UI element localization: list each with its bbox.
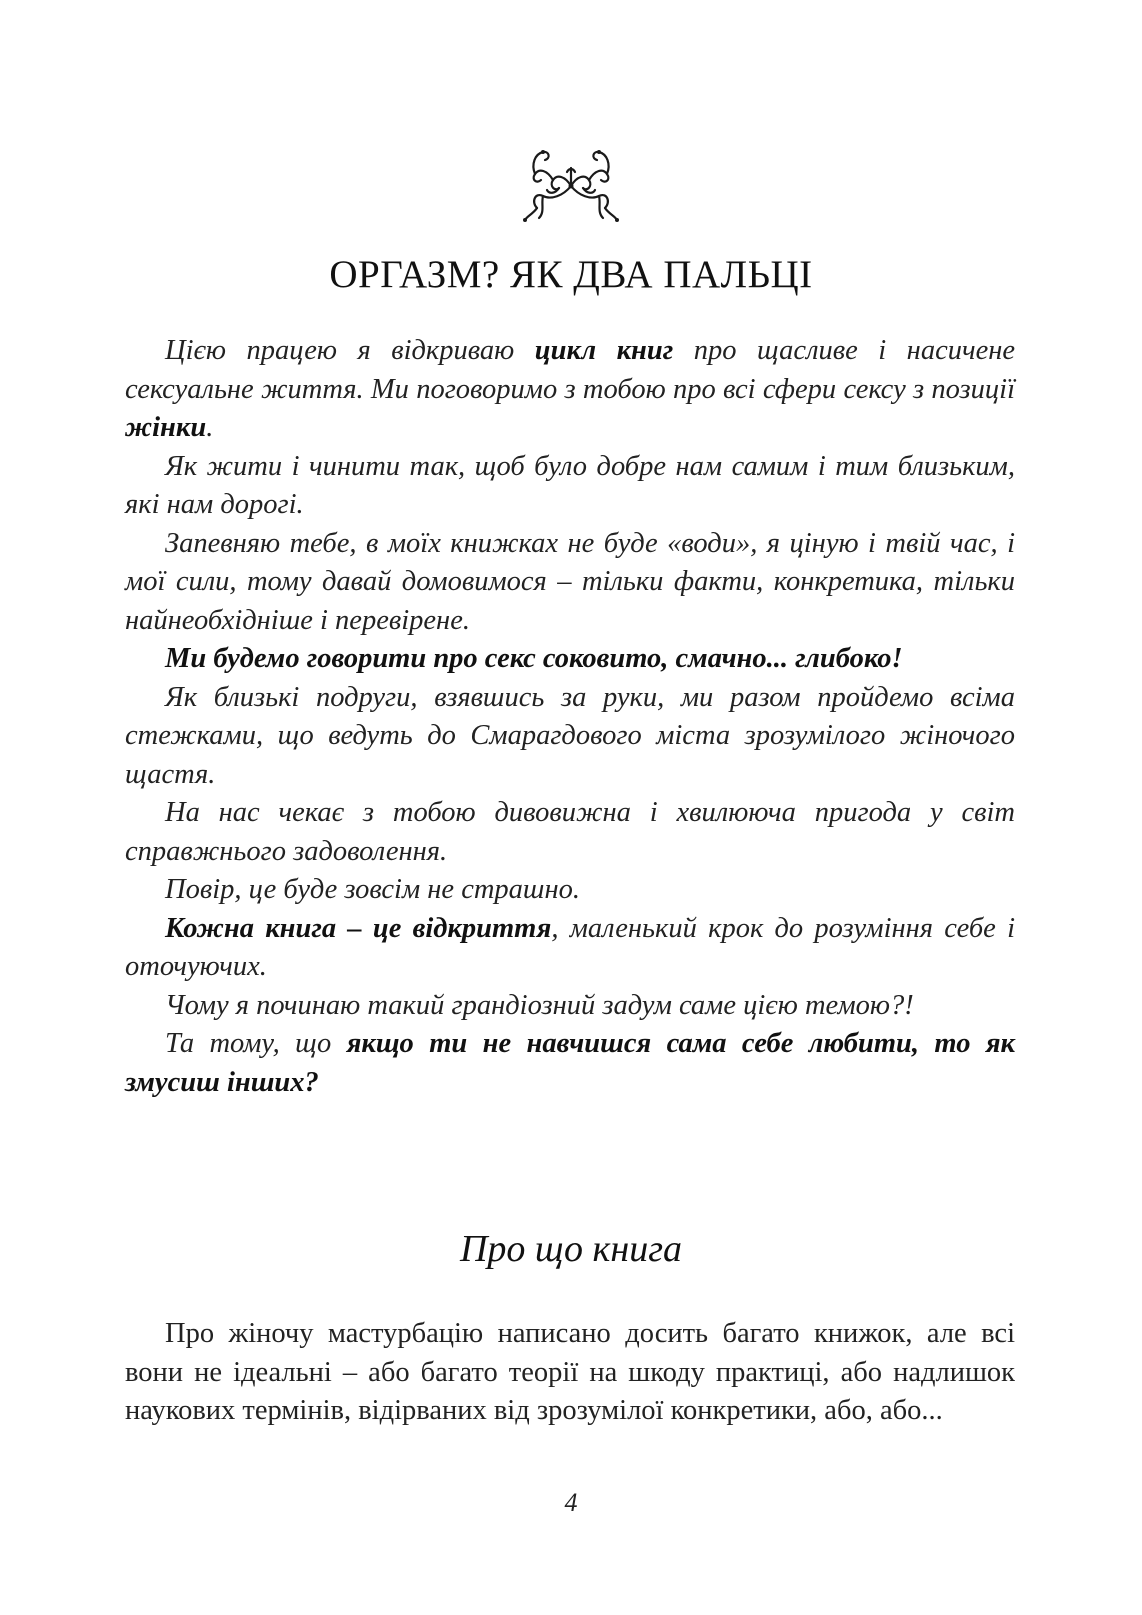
text-span: , маленький крок до розуміння себе і оточуючих. [125,912,1015,982]
section-title: Про що книга [459,1228,683,1270]
text-span: . [206,412,214,443]
intro-paragraph: Чому я починаю такий грандіозний задум саме цією темою?! [165,989,914,1021]
intro-paragraph: Як близькі подруги, взявшись за руки, ми разом пройдемо всіма стежками, що ведуть до Смарагдового міста зрозумілого жіночого щастя. [125,681,1015,790]
intro-paragraph [125,640,1015,679]
section-body [125,1315,1015,1431]
bold-phrase: Кожна книга – це відкриття [165,912,552,944]
text-span: Та тому, що [165,1028,347,1059]
body-paragraph: Про жіночу мастурбацію написано досить багато книжок, але всі вони не ідеальні – або багато теорії на шкоду практиці, або надлишок наукових термінів, відірваних від зрозумілої конкретики, або, або... [125,1318,1015,1426]
intro-paragraph: На нас чекає з тобою дивовижна і хвилююча пригода у світ справжнього задоволення. [125,797,1015,867]
text-span: про щасливе і насичене сексуальне життя. Ми поговоримо з тобою про всі сфери сексу з позиції [125,335,1016,405]
intro-paragraph: Як жити і чинити так, щоб було добре нам самим і тим близьким, які нам дорогі. [125,450,1015,520]
floral-ornament-icon [521,146,621,226]
intro-text [125,332,1015,1102]
chapter-title: ОРГАЗМ? ЯК ДВА ПАЛЬЦІ [329,253,813,296]
intro-paragraph [125,910,1015,987]
bold-phrase: жінки [125,412,207,443]
intro-paragraph: Повір, це буде зовсім не страшно. [165,874,580,905]
bold-phrase: якщо ти не навчишся сама себе любити, то як змусиш інших? [125,1028,1015,1098]
intro-paragraph [125,1025,1015,1102]
text-span: Цією працею я відкриваю [165,335,535,366]
page-number: 4 [564,1488,578,1517]
intro-paragraph [125,332,1015,448]
intro-paragraph: Запевняю тебе, в моїх книжках не буде «води», я ціную і твій час, і мої сили, тому давай домовимося – тільки факти, конкретика, тільки найнеобхідніше і перевірене. [125,527,1015,636]
bold-phrase: цикл книг [534,335,674,366]
bold-phrase: Ми будемо говорити про секс соковито, смачно... глибоко! [165,643,903,674]
